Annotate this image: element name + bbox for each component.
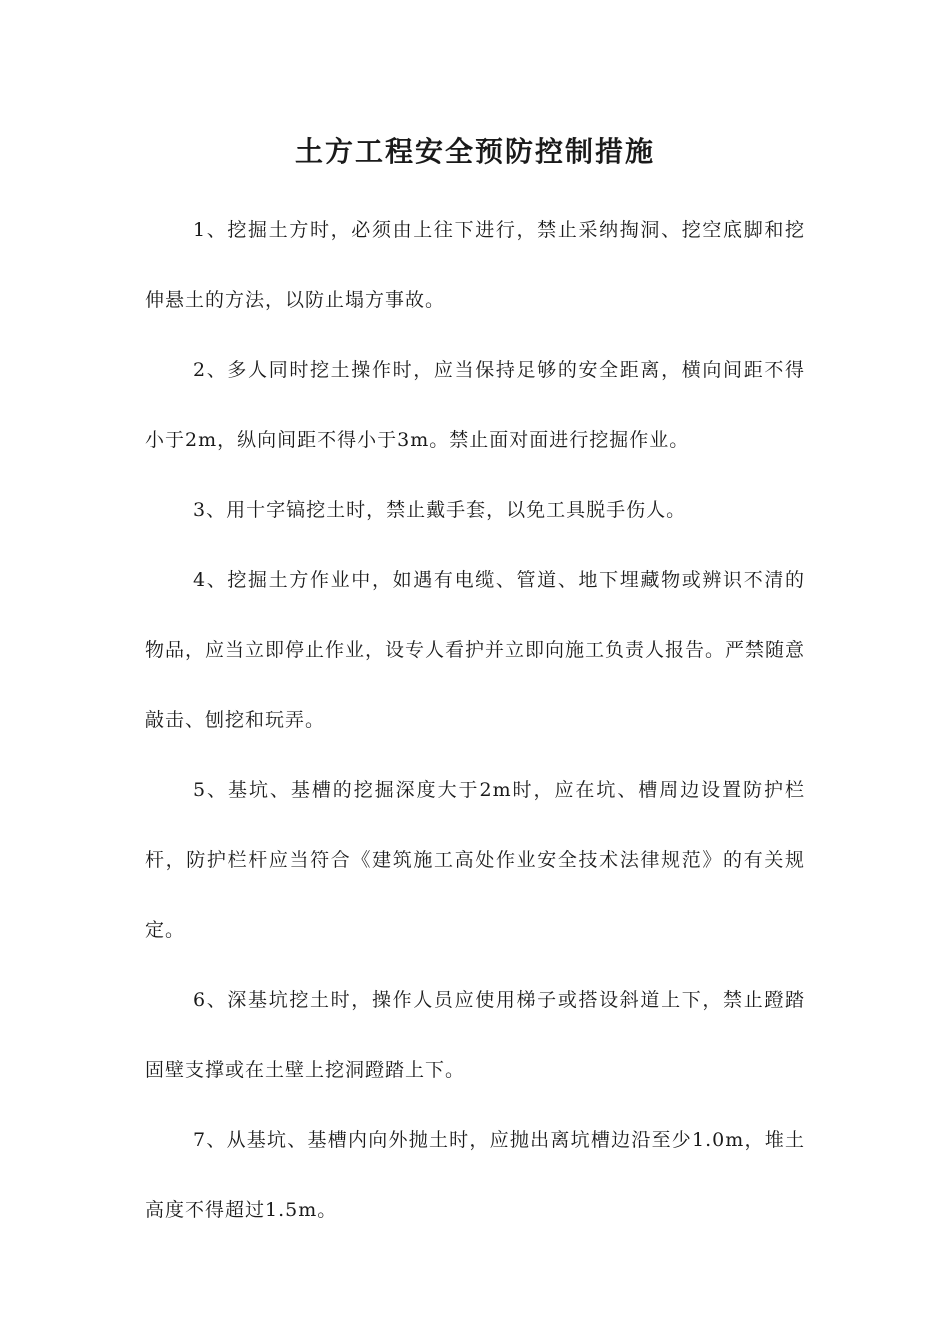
paragraph-6: 6、深基坑挖土时，操作人员应使用梯子或搭设斜道上下，禁止蹬踏固壁支撑或在土壁上挖洞蹬踏上下。 [145, 989, 805, 1081]
paragraph-1: 1、挖掘土方时，必须由上往下进行，禁止采纳掏洞、挖空底脚和挖伸悬土的方法，以防止塌方事故。 [145, 219, 805, 311]
paragraph-4: 4、挖掘土方作业中，如遇有电缆、管道、地下埋藏物或辨识不清的物品，应当立即停止作业，设专人看护并立即向施工负责人报告。严禁随意敲击、刨挖和玩弄。 [145, 569, 806, 731]
paragraph-2: 2、多人同时挖土操作时，应当保持足够的安全距离，横向间距不得小于2m，纵向间距不得小于3m。禁止面对面进行挖掘作业。 [145, 359, 805, 451]
paragraph-3: 3、用十字镐挖土时，禁止戴手套，以免工具脱手伤人。 [193, 499, 687, 521]
paragraph-7: 7、从基坑、基槽内向外抛土时，应抛出离坑槽边沿至少1.0m，堆土高度不得超过1.5m。 [145, 1129, 805, 1221]
document-title: 土方工程安全预防控制措施 [294, 135, 655, 168]
document-body [145, 195, 805, 1245]
paragraph-5: 5、基坑、基槽的挖掘深度大于2m时，应在坑、槽周边设置防护栏杆，防护栏杆应当符合《建筑施工高处作业安全技术法律规范》的有关规定。 [145, 779, 805, 941]
